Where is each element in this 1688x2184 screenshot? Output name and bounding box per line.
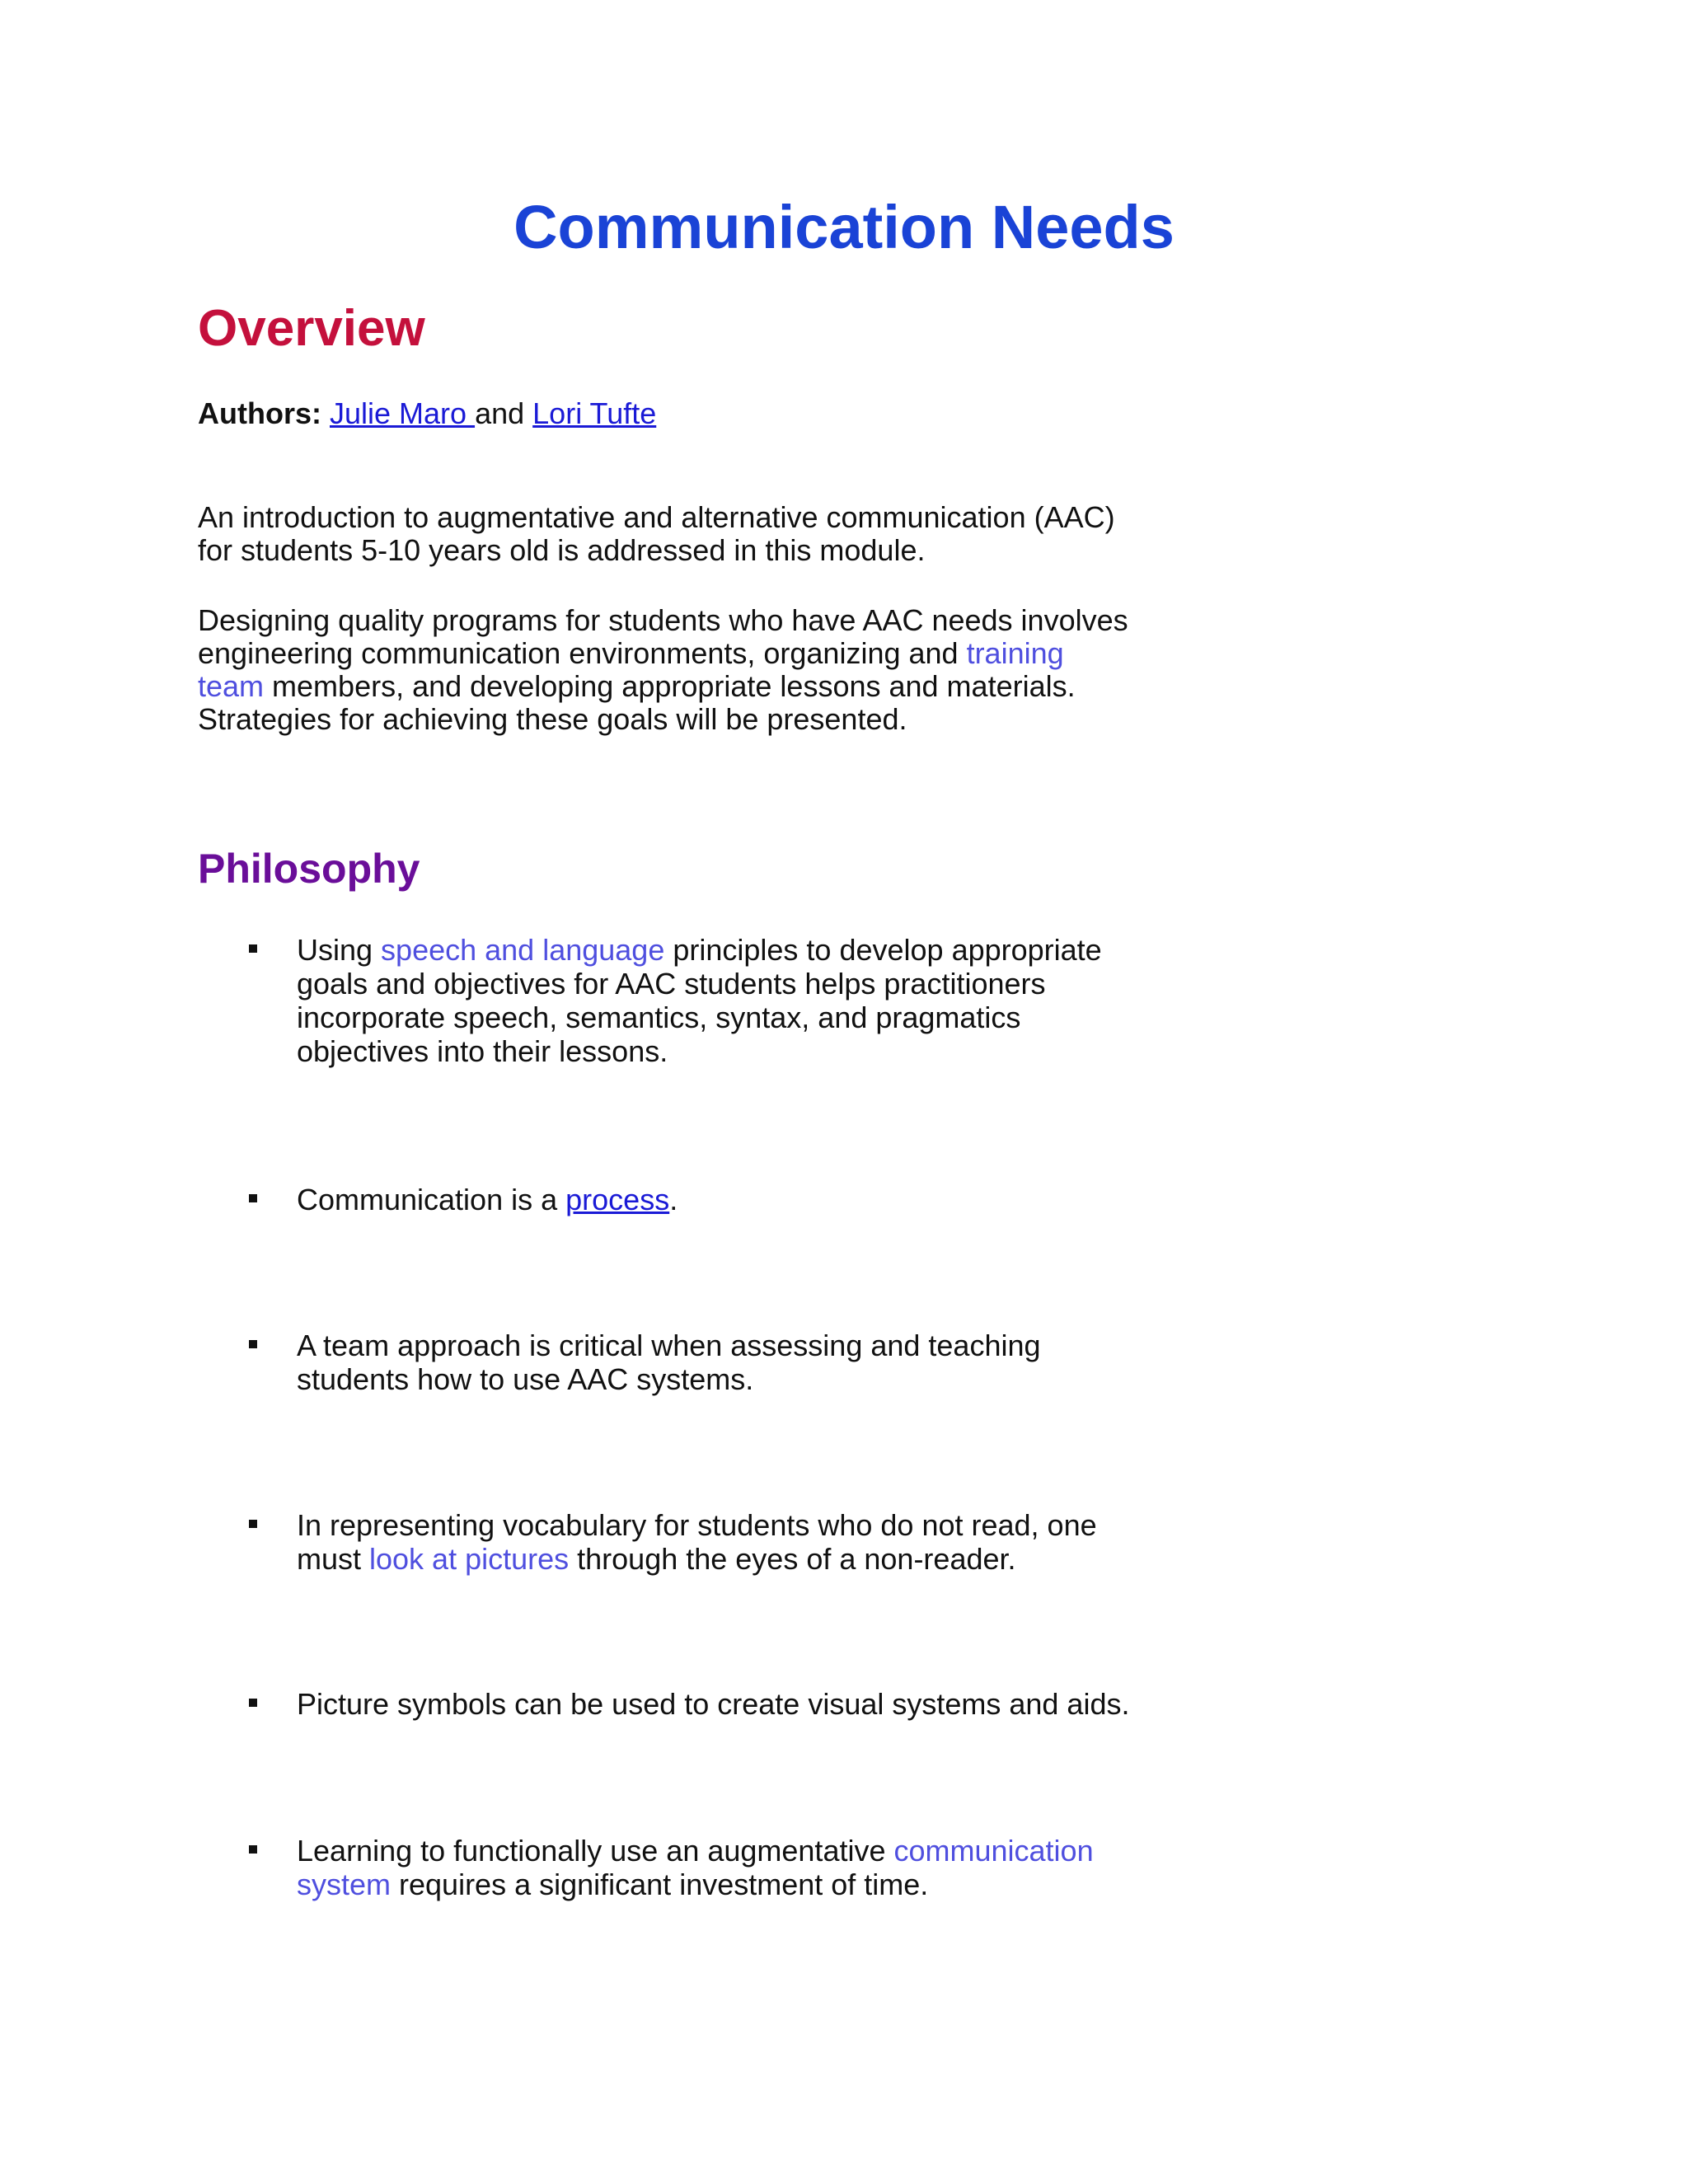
- square-bullet-icon: [249, 1699, 257, 1707]
- philosophy-item-text: [297, 1183, 1154, 1216]
- author-link-julie-maro[interactable]: Julie Maro: [330, 396, 476, 430]
- item-text-b: requires a significant investment of time.: [391, 1868, 929, 1901]
- item-text-b: through the eyes of a non-reader.: [569, 1542, 1016, 1576]
- author-link-lori-tufte[interactable]: Lori Tufte: [532, 396, 657, 430]
- item-text-b: principles to develop appropriate goals and objectives for AAC students helps practitioners incorporate speech, semantics, syntax, and pragmatics objectives into their lessons.: [297, 933, 1102, 1068]
- philosophy-item-text: [297, 1508, 1154, 1576]
- square-bullet-icon: [249, 1845, 257, 1854]
- square-bullet-icon: [249, 1340, 257, 1348]
- philosophy-item-text: Picture symbols can be used to create visual systems and aids.: [297, 1687, 1130, 1721]
- authors-and: and: [475, 396, 525, 430]
- overview-heading: Overview: [198, 300, 425, 357]
- item-text-a: In representing vocabulary for students who do not read, one must: [297, 1508, 1097, 1576]
- communication-system-link[interactable]: communication system: [297, 1834, 1094, 1901]
- item-text-a: Using: [297, 933, 382, 967]
- philosophy-item-text: A team approach is critical when assessing and teaching students how to use AAC systems.: [297, 1329, 1041, 1396]
- square-bullet-icon: [249, 1520, 257, 1528]
- item-text-b: .: [669, 1183, 678, 1216]
- item-text-a: Learning to functionally use an augmentative: [297, 1834, 894, 1868]
- overview-intro-paragraph: An introduction to augmentative and alternative communication (AAC) for students 5-10 years old is addressed in this module.: [198, 500, 1115, 567]
- para2-text-a: Designing quality programs for students who have AAC needs involves engineering communication environments, organizing and: [198, 603, 1128, 670]
- philosophy-item-text: [297, 1834, 1154, 1901]
- speech-and-language-link[interactable]: speech and language: [381, 933, 665, 967]
- page-title: Communication Needs: [513, 193, 1175, 261]
- square-bullet-icon: [249, 1194, 257, 1202]
- training-team-link[interactable]: training team: [198, 636, 1064, 703]
- overview-design-paragraph: [198, 604, 1137, 736]
- para2-text-b: members, and developing appropriate lessons and materials. Strategies for achieving these goals will be presented.: [198, 669, 1076, 736]
- philosophy-heading: Philosophy: [198, 846, 420, 892]
- authors-label: Authors:: [198, 396, 321, 430]
- square-bullet-icon: [249, 944, 257, 953]
- look-at-pictures-link[interactable]: look at pictures: [369, 1542, 570, 1576]
- process-link[interactable]: process: [565, 1183, 670, 1216]
- item-text-a: Communication is a: [297, 1183, 566, 1216]
- authors-line: [198, 396, 656, 431]
- philosophy-item-text: [297, 933, 1154, 1068]
